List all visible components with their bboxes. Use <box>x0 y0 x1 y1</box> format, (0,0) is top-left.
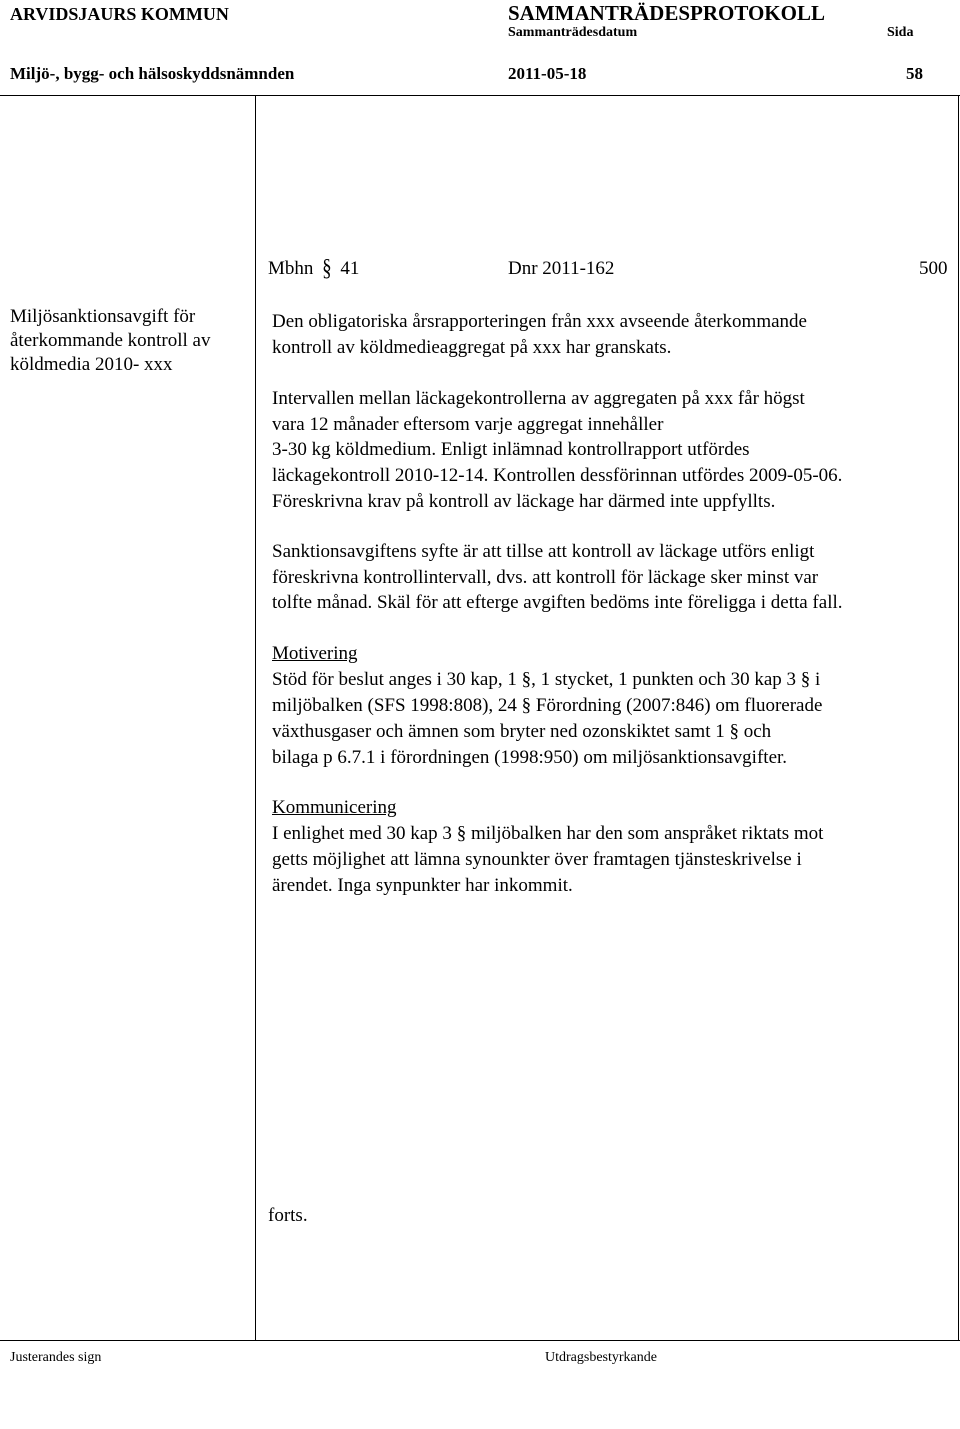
motivering-heading: Motivering <box>272 643 358 664</box>
utdragsbestyrkande-label: Utdragsbestyrkande <box>545 1350 657 1365</box>
header-rule <box>0 95 960 96</box>
section-sign: § <box>322 255 332 282</box>
kommunicering-section: Kommunicering I enlighet med 30 kap 3 § miljöbalken har den som anspråket riktats mot getts möjlighet att lämna synounkter över framtagen tjänsteskrivelse i ärendet. Inga synpunkter har inkommit. <box>272 797 824 896</box>
column-divider <box>255 95 256 1340</box>
page-number: 58 <box>906 64 923 83</box>
org-name: ARVIDSJAURS KOMMUN <box>10 4 229 24</box>
meeting-date: 2011-05-18 <box>508 64 587 83</box>
paragraph-1: Den obligatoriska årsrapporteringen från xxx avseende återkommande kontroll av köldmedieaggregat på xxx har granskats. <box>272 311 807 358</box>
case-paragraph: Mbhn § 41 <box>268 255 360 282</box>
footer-rule <box>0 1340 960 1341</box>
document-type: SAMMANTRÄDESPROTOKOLL <box>508 1 825 25</box>
paragraph-3: Sanktionsavgiftens syfte är att tillse att kontroll av läckage utförs enligt föreskrivna kontrollintervall, dvs. att kontroll för läckage sker minst var tolfte månad. Skäl för att efterge avgiften bedöms inte föreligga i detta fall. <box>272 541 843 614</box>
kommunicering-heading: Kommunicering <box>272 797 397 818</box>
motivering-section: Motivering Stöd för beslut anges i 30 kap, 1 §, 1 stycket, 1 punkten och 30 kap 3 § i miljöbalken (SFS 1998:808), 24 § Förordning (2007:846) om fluorerade växthusgaser och ämnen som bryter ned ozonskiktet samt 1 § och bilaga p 6.7.1 i förordningen (1998:950) om miljösanktionsavgifter. <box>272 643 823 768</box>
paragraph-2: Intervallen mellan läckagekontrollerna av aggregaten på xxx får högst vara 12 månader eftersom varje aggregat innehåller 3-30 kg köldmedium. Enligt inlämnad kontrollrapport utfördes läckagekontroll 2010-12-14. Kontrollen dessförinnan utfördes 2009-05-06. Föreskrivna krav på kontroll av läckage har därmed inte uppfyllts. <box>272 388 843 512</box>
justerandes-sign-label: Justerandes sign <box>10 1350 102 1365</box>
right-border <box>958 95 959 1340</box>
continued-marker: forts. <box>268 1205 308 1226</box>
case-title: Miljösanktionsavgift för återkommande kontroll av köldmedia 2010- xxx <box>10 306 211 375</box>
case-code: 500 <box>919 258 948 279</box>
page-label: Sida <box>887 25 914 40</box>
dnr: Dnr 2011-162 <box>508 258 615 279</box>
committee-name: Miljö-, bygg- och hälsoskyddsnämnden <box>10 64 295 83</box>
date-label: Sammanträdesdatum <box>508 25 638 40</box>
